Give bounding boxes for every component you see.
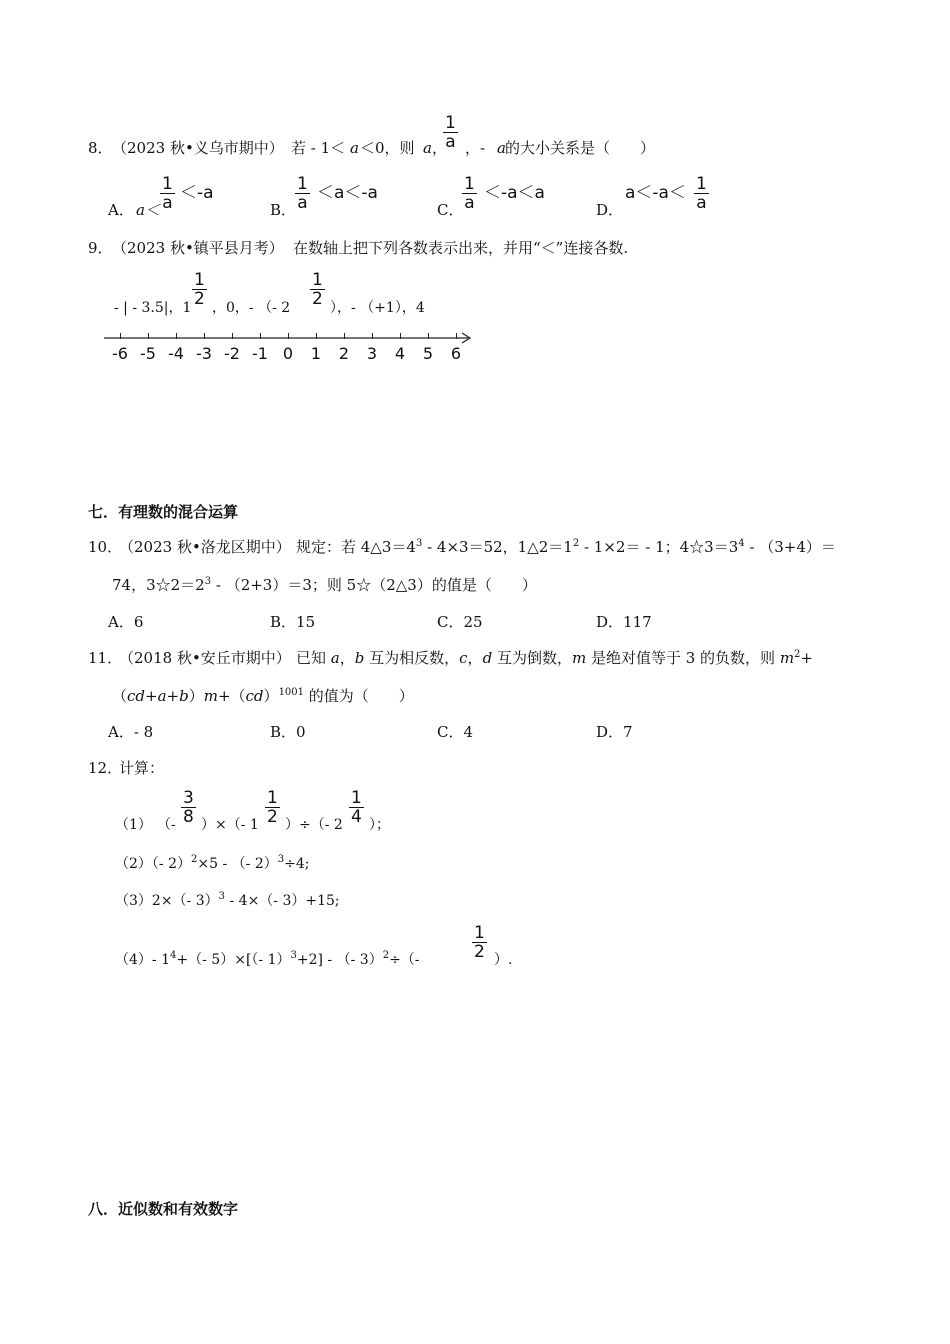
axis-tick-label: 6 xyxy=(450,344,462,363)
q12-p4-f-num: 1 xyxy=(474,923,485,943)
q11-text-j: +（ xyxy=(217,687,246,705)
q11-var-m2: m xyxy=(779,649,795,667)
q8-option-d-den: a xyxy=(694,193,709,212)
axis-tick xyxy=(120,333,121,339)
axis-tick-label: 5 xyxy=(422,344,434,363)
axis-tick xyxy=(260,333,261,339)
q8-option-b-label: B． xyxy=(270,201,297,219)
q12-p1-text-c: ）÷（- 2 xyxy=(285,817,343,833)
q8-option-a-label: A． xyxy=(108,201,134,219)
q12-p1-fraction-3 xyxy=(349,790,364,826)
q10-sup-1: 3 xyxy=(415,538,423,549)
q8-var-a3: a xyxy=(497,139,506,157)
q8-option-d-num: 1 xyxy=(696,174,707,194)
q8-var-a: a xyxy=(350,139,359,157)
axis-tick xyxy=(456,333,457,339)
q12-p4-text-a: - 1 xyxy=(151,952,171,968)
q12-p4-sup-1: 4 xyxy=(170,950,177,961)
q12-p1-f3-den: 4 xyxy=(351,807,362,827)
axis-tick-label: -3 xyxy=(196,344,212,363)
q9-item-2-den: 2 xyxy=(312,289,323,309)
q12-p4-text-e: ）. xyxy=(494,952,513,968)
axis-tick xyxy=(176,333,177,339)
q8-frac-num: 1 xyxy=(445,113,456,133)
q10-option-d[interactable]: D．117 xyxy=(596,613,652,631)
q10-line-1 xyxy=(296,540,836,555)
q12-p1-text-a: （- xyxy=(157,817,176,833)
q12-p2-label: （2） xyxy=(115,856,152,872)
q8-comma: ， xyxy=(432,139,448,157)
q11-var-c: c xyxy=(459,649,468,667)
q11-number: 11． xyxy=(88,649,123,667)
q9-item-2-num: 1 xyxy=(312,270,323,290)
q8-option-a-num: 1 xyxy=(162,174,173,194)
q11-var-m3: m xyxy=(203,687,218,705)
axis-tick xyxy=(344,333,345,339)
q12-p1-f1-den: 8 xyxy=(183,807,194,827)
q11-source: （2018 秋•安丘市期中） xyxy=(119,649,291,667)
q10-sup-2: 2 xyxy=(572,538,580,549)
q12-p1-f2-den: 2 xyxy=(267,807,278,827)
q8-stem-d: 的大小关系是（ ） xyxy=(505,139,656,157)
q8-number: 8． xyxy=(88,139,113,157)
number-line-axis xyxy=(104,330,476,344)
q8-option-c-label: C． xyxy=(437,201,464,219)
q11-var-d: d xyxy=(482,649,493,667)
q10-text-e: 74，3☆2＝2 xyxy=(112,576,205,594)
q11-text-g: + xyxy=(800,649,813,667)
q8-source: （2023 秋•义乌市期中） xyxy=(112,139,284,157)
q12-p2-sup-1: 2 xyxy=(191,854,198,865)
q11-text-f: 是绝对值等于 3 的负数，则 xyxy=(586,649,780,667)
q9-number: 9． xyxy=(88,239,113,257)
axis-tick-label: 3 xyxy=(366,344,378,363)
q12-p2-text-c: ÷4; xyxy=(284,856,310,872)
q10-text-c: - 1×2＝ - 1；4☆3＝3 xyxy=(579,538,739,556)
axis-tick xyxy=(428,333,429,339)
q8-frac-den: a xyxy=(443,132,458,151)
q8-option-b-suffix: ＜a＜-a xyxy=(317,183,378,203)
q12-p1-f3-num: 1 xyxy=(351,788,362,808)
axis-tick-label: -2 xyxy=(224,344,240,363)
q9-item-1-fraction xyxy=(192,272,207,308)
q8-stem-b: ＜0，则 xyxy=(360,139,415,157)
q11-text-e: 互为倒数， xyxy=(492,649,572,667)
q8-option-d-fraction xyxy=(694,176,709,212)
q12-p4-text-c: +2] - （- 3） xyxy=(296,952,383,968)
q11-sup-2: 2 xyxy=(794,649,801,660)
q9-item-1-num: 1 xyxy=(194,270,205,290)
q10-text-d: - （3+4）＝ xyxy=(744,538,836,556)
q11-line-1 xyxy=(296,651,813,666)
q8-option-a-prefix: a＜ xyxy=(136,201,160,219)
q10-sup-4: 3 xyxy=(204,576,212,587)
axis-tick xyxy=(204,333,205,339)
q10-number: 10． xyxy=(88,538,123,556)
q11-line-2 xyxy=(112,689,414,704)
axis-tick-label: 1 xyxy=(310,344,322,363)
q10-option-c[interactable]: C．25 xyxy=(437,613,483,631)
q10-source: （2023 秋•洛龙区期中） xyxy=(119,538,291,556)
q11-option-b[interactable]: B．0 xyxy=(270,723,306,741)
q12-p4-f-den: 2 xyxy=(474,942,485,962)
q12-p2-text-b: ×5 - （- 2） xyxy=(197,856,278,872)
q11-option-c[interactable]: C．4 xyxy=(437,723,474,741)
q11-text-k: ） xyxy=(263,687,279,705)
q8-option-a-den: a xyxy=(160,193,175,212)
q10-sup-3: 4 xyxy=(738,538,745,549)
q12-p4-text-d: ÷（- xyxy=(389,952,420,968)
q9-item-1-den: 2 xyxy=(194,289,205,309)
q12-stem: 计算： xyxy=(119,759,165,777)
q10-text-a: 规定：若 4△3＝4 xyxy=(296,538,416,556)
q12-p1-label: （1） xyxy=(115,817,152,833)
q9-item-2-fraction xyxy=(310,272,325,308)
axis-tick xyxy=(232,333,233,339)
q11-text-c: 互为相反数， xyxy=(364,649,460,667)
section-8-heading: 八．近似数和有效数字 xyxy=(88,1200,239,1218)
q8-option-c-den: a xyxy=(462,193,477,212)
q12-p1-fraction-1 xyxy=(181,790,196,826)
axis-tick xyxy=(316,333,317,339)
q11-text-d: ， xyxy=(467,649,483,667)
q12-p4-sup-2: 3 xyxy=(290,950,297,961)
q12-p3-text-b: - 4×（- 3）+15; xyxy=(225,893,340,909)
q8-option-c-suffix: ＜-a＜a xyxy=(484,183,545,203)
q12-p1-text-d: ）； xyxy=(369,817,390,833)
axis-tick-label: -1 xyxy=(252,344,268,363)
q11-var-a: a xyxy=(330,649,340,667)
axis-tick-label: 0 xyxy=(282,344,294,363)
q12-p3-label: （3） xyxy=(115,893,152,909)
q12-p4-fraction xyxy=(472,925,487,961)
q11-text-h: （ xyxy=(112,687,128,705)
axis-tick-label: -5 xyxy=(140,344,156,363)
q10-line-2 xyxy=(112,578,537,593)
q10-option-a[interactable]: A．6 xyxy=(108,613,144,631)
axis-tick xyxy=(288,333,289,339)
q10-text-f: - （2+3）＝3；则 5☆（2△3）的值是（ ） xyxy=(211,576,537,594)
q11-option-a[interactable]: A．- 8 xyxy=(108,723,154,741)
q9-item-2: ，0，- （- 2 xyxy=(212,300,291,316)
q12-p4-text xyxy=(115,950,420,968)
q12-p3-text-a: 2×（- 3） xyxy=(151,893,219,909)
q8-option-a-suffix: ＜-a xyxy=(180,183,214,203)
axis-tick xyxy=(148,333,149,339)
axis-tick-label: 2 xyxy=(338,344,350,363)
q8-var-a2: a xyxy=(423,139,432,157)
q11-var-m: m xyxy=(571,649,587,667)
q11-text-a: 已知 xyxy=(296,649,331,667)
q12-p4-label: （4） xyxy=(115,952,152,968)
q8-option-b-num: 1 xyxy=(297,174,308,194)
q11-expr-2: cd xyxy=(245,687,264,705)
q12-p1-fraction-2 xyxy=(265,790,280,826)
q12-p4-text-b: +（- 5）×[（- 1） xyxy=(176,952,291,968)
q12-p1-f2-num: 1 xyxy=(267,788,278,808)
q12-p1-f1-num: 3 xyxy=(183,788,194,808)
q12-p2-text-a: （- 2） xyxy=(151,856,192,872)
axis-tick-label: -4 xyxy=(168,344,184,363)
q11-text-i: ） xyxy=(188,687,204,705)
q12-part-2 xyxy=(115,854,310,872)
q8-option-c-num: 1 xyxy=(464,174,475,194)
q8-stem-a: 若 - 1＜ xyxy=(291,139,346,157)
q11-text-l: 的值为（ ） xyxy=(304,687,414,705)
q8-option-b-fraction xyxy=(295,176,310,212)
q8-option-a-fraction xyxy=(160,176,175,212)
q9-item-3: ），- （+1），4 xyxy=(330,300,425,316)
q9-stem: 在数轴上把下列各数表示出来，并用“＜”连接各数. xyxy=(293,239,629,257)
q8-stem-c: ，- xyxy=(465,139,486,157)
q8-fraction xyxy=(443,115,458,151)
q8-option-d-prefix: a＜-a＜ xyxy=(625,183,686,203)
axis-tick-label: 4 xyxy=(394,344,406,363)
q11-var-b: b xyxy=(354,649,365,667)
q11-expr-1: cd+a+b xyxy=(127,687,189,705)
q9-source: （2023 秋•镇平县月考） xyxy=(112,239,284,257)
q12-p4-sup-3: 2 xyxy=(382,950,390,961)
q12-p2-sup-2: 3 xyxy=(277,854,285,865)
axis-tick xyxy=(400,333,401,339)
q12-number: 12． xyxy=(88,759,123,777)
axis-tick-label: -6 xyxy=(112,344,128,363)
q11-text-b: ， xyxy=(339,649,355,667)
q8-option-c-fraction xyxy=(462,176,477,212)
q8-option-d-label: D． xyxy=(596,201,624,219)
axis-tick xyxy=(372,333,373,339)
section-7-heading: 七．有理数的混合运算 xyxy=(88,503,239,521)
q12-p3-sup-1: 3 xyxy=(218,891,226,902)
q11-sup-1001: 1001 xyxy=(278,687,305,698)
q10-option-b[interactable]: B．15 xyxy=(270,613,316,631)
q12-part-3 xyxy=(115,891,340,909)
q11-option-d[interactable]: D．7 xyxy=(596,723,633,741)
q12-p1-text-b: ）×（- 1 xyxy=(201,817,259,833)
q9-item-1: - | - 3.5|，1 xyxy=(114,300,192,316)
q10-text-b: - 4×3＝52，1△2＝1 xyxy=(422,538,573,556)
q8-option-b-den: a xyxy=(295,193,310,212)
